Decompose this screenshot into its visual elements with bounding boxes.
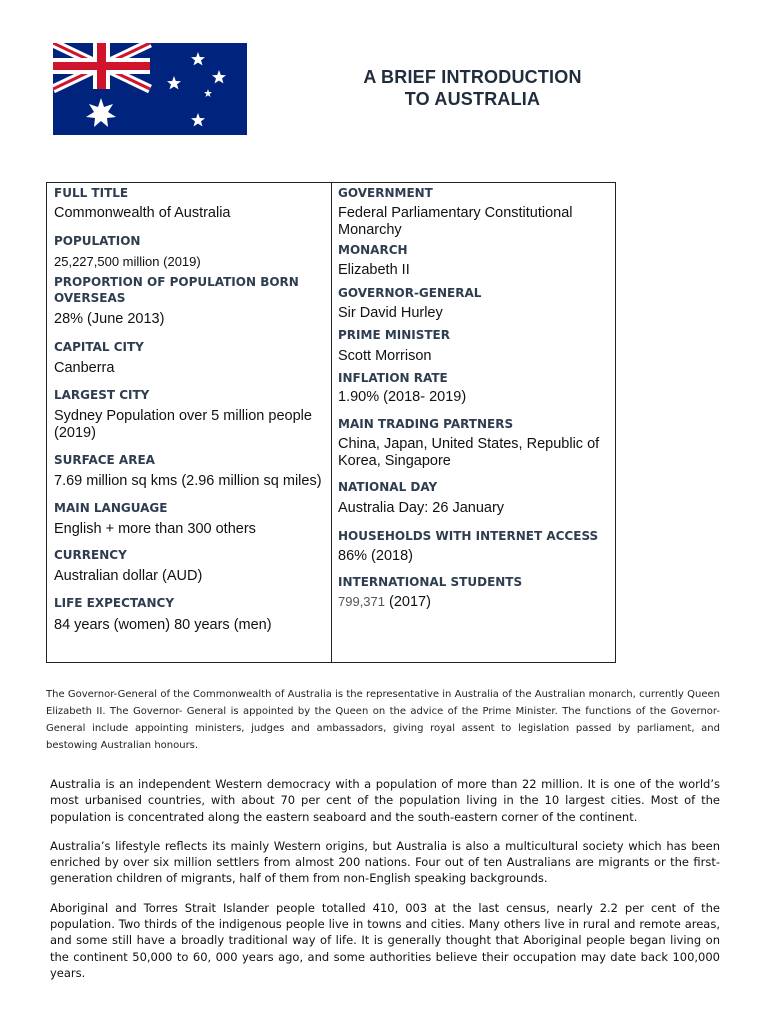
- body-text: [50, 776, 720, 994]
- fact-value-prime-minister: Scott Morrison: [338, 348, 432, 364]
- fact-value-national-day: Australia Day: 26 January: [338, 500, 505, 516]
- fact-value-internet-access: 86% (2018): [338, 547, 413, 564]
- international-students-count: 799,371: [338, 594, 385, 609]
- fact-value-largest-city: Sydney Population over 5 million people (2019): [54, 408, 312, 441]
- fact-value-main-language: English + more than 300 others: [54, 520, 256, 537]
- fact-label-internet-access: HOUSEHOLDS WITH INTERNET ACCESS: [338, 528, 599, 543]
- fact-value-capital-city: Canberra: [54, 359, 115, 376]
- fact-value-life-expectancy: 84 years (women) 80 years (men): [54, 616, 272, 633]
- international-students-year: (2017): [385, 594, 431, 610]
- title-line-1: A BRIEF INTRODUCTION: [363, 67, 582, 87]
- title-line-2: TO AUSTRALIA: [404, 89, 541, 109]
- fact-value-monarch: Elizabeth II: [338, 262, 410, 278]
- fact-value-full-title: Commonwealth of Australia: [54, 205, 231, 221]
- facts-right-column: [332, 183, 615, 662]
- fact-value-population: 25,227,500 million (2019): [54, 253, 201, 269]
- fact-value-government: Federal Parliamentary Constitutional Monarchy: [338, 205, 573, 238]
- fact-label-surface-area: SURFACE AREA: [54, 453, 155, 467]
- facts-left-column: [47, 183, 332, 662]
- fact-value-surface-area: 7.69 million sq kms (2.96 million sq miles): [54, 473, 322, 489]
- fact-value-international-students: [338, 594, 609, 611]
- fact-label-largest-city: LARGEST CITY: [54, 388, 150, 402]
- fact-label-monarch: MONARCH: [338, 243, 408, 257]
- fact-label-government: GOVERNMENT: [338, 186, 433, 200]
- fact-label-population: POPULATION: [54, 233, 141, 248]
- fact-label-capital-city: CAPITAL CITY: [54, 339, 144, 354]
- paragraph-lifestyle: Australia’s lifestyle reflects its mainly Western origins, but Australia is also a multicultural society which has been enriched by over six million settlers from almost 200 nations. Four out of ten Australians are migrants or the first-generation children of migrants, half of them from non-English speaking backgrounds.: [50, 838, 720, 886]
- fact-label-main-language: MAIN LANGUAGE: [54, 500, 168, 515]
- fact-value-governor-general: Sir David Hurley: [338, 304, 443, 321]
- fact-label-full-title: FULL TITLE: [54, 186, 129, 200]
- facts-table: [46, 182, 616, 663]
- fact-label-prime-minister: PRIME MINISTER: [338, 328, 450, 342]
- fact-label-life-expectancy: LIFE EXPECTANCY: [54, 595, 175, 610]
- fact-label-trading-partners: MAIN TRADING PARTNERS: [338, 417, 514, 431]
- governor-general-note: The Governor-General of the Commonwealth of Australia is the representative in Australia of the Australian monarch, currently Queen Elizabeth II. The Governor- General is appointed by the Queen on the advice of the Prime Minister. The functions of the Governor-General include appointing ministers, judges and ambassadors, giving royal assent to legislation passed by parliament, and bestowing Australian honours.: [46, 689, 720, 751]
- paragraph-indigenous: Aboriginal and Torres Strait Islander people totalled 410, 003 at the last census, nearly 2.2 per cent of the population. Two thirds of the indigenous people live in towns and cities. Many others live in rural and remote areas, and some still have a broadly traditional way of life. It is generally thought that Aboriginal people began living on the continent 50,000 to 60, 000 years ago, and some authorities believe their occupation may date back 100,000 years.: [50, 900, 720, 980]
- paragraph-democracy: Australia is an independent Western democracy with a population of more than 22 million. It is one of the world’s most urbanised countries, with about 70 per cent of the population living in the 10 largest cities. Most of the population is concentrated along the eastern seaboard and the south-eastern corner of the continent.: [50, 777, 720, 824]
- fact-label-national-day: NATIONAL DAY: [338, 480, 438, 494]
- document-title: [330, 66, 615, 110]
- fact-label-currency: CURRENCY: [54, 548, 127, 562]
- fact-value-born-overseas: 28% (June 2013): [54, 311, 165, 327]
- fact-label-international-students: INTERNATIONAL STUDENTS: [338, 575, 523, 589]
- fact-value-trading-partners: China, Japan, United States, Republic of Korea, Singapore: [338, 436, 600, 469]
- australian-flag-image: [53, 43, 247, 135]
- fact-value-inflation-rate: 1.90% (2018- 2019): [338, 388, 467, 405]
- fact-label-born-overseas: PROPORTION OF POPULATION BORN OVERSEAS: [54, 275, 299, 305]
- fact-label-inflation-rate: INFLATION RATE: [338, 370, 448, 385]
- fact-label-governor-general: GOVERNOR-GENERAL: [338, 285, 482, 300]
- fact-value-currency: Australian dollar (AUD): [54, 568, 203, 584]
